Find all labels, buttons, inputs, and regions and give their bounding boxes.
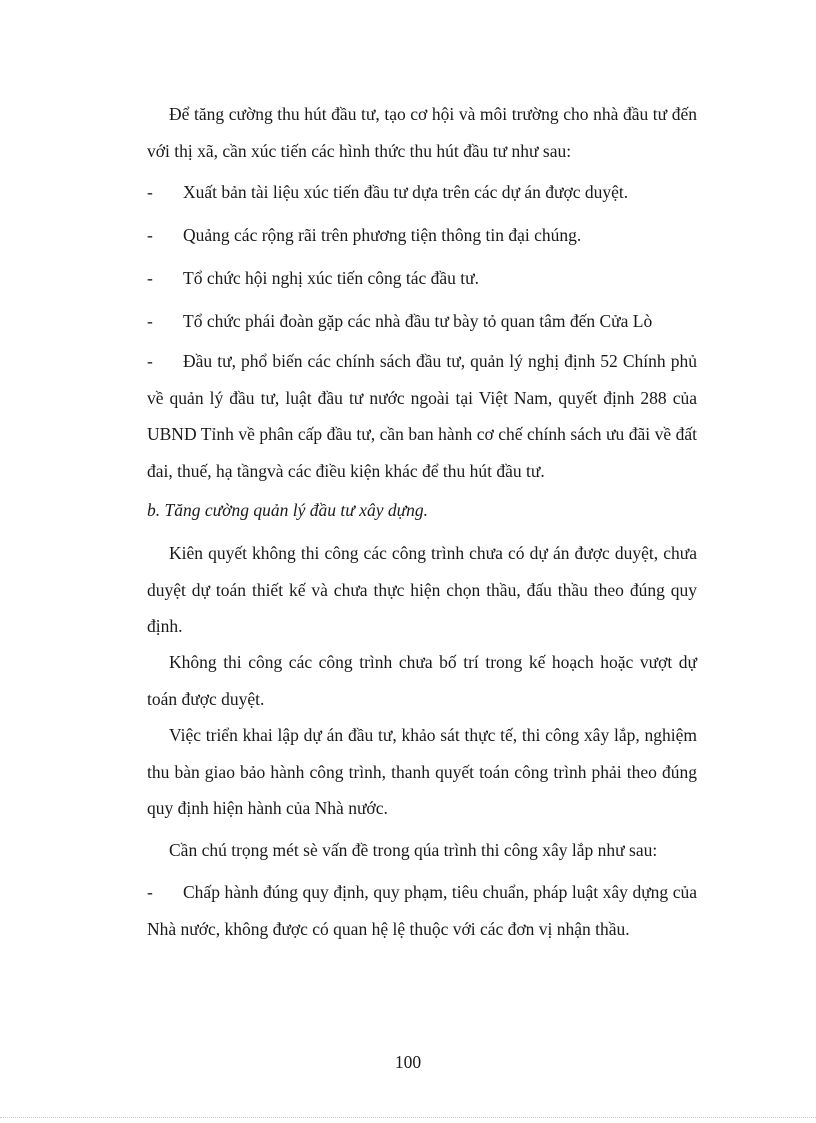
paragraph-attention: Cần chú trọng mét sè vấn đề trong qúa trình thi công xây lắp như sau:	[169, 840, 658, 860]
paragraph-no-construction: Kiên quyết không thi công các công trình chưa có dự án được duyệt, chưa duyệt dự toán thiết kế và chưa thực hiện chọn thầu, đấu thầu theo đúng quy định.	[147, 543, 697, 636]
list-item-compliance: - Chấp hành đúng quy định, quy phạm, tiêu chuẩn, pháp luật xây dựng của Nhà nước, không được có quan hệ lệ thuộc với các đơn vị nhận thầu.	[147, 874, 697, 947]
paragraph-intro: Để tăng cường thu hút đầu tư, tạo cơ hội và môi trường cho nhà đầu tư đến với thị xã, cần xúc tiến các hình thức thu hút đầu tư như sau:	[147, 104, 697, 161]
bullet-dash: -	[147, 268, 153, 288]
section-heading-b: b. Tăng cường quản lý đầu tư xây dựng.	[147, 500, 428, 520]
paragraph-no-unplanned: Không thi công các công trình chưa bố trí trong kế hoạch hoặc vượt dự toán được duyệt.	[147, 652, 697, 709]
list-item-policy: - Đầu tư, phổ biến các chính sách đầu tư, quản lý nghị định 52 Chính phủ về quản lý đầu tư, luật đầu tư nước ngoài tại Việt Nam, quyết định 288 của UBND Tỉnh về phân cấp đầu tư, cần ban hành cơ chế chính sách ưu đãi về đất đai, thuế, hạ tầngvà các điều kiện khác để thu hút đầu tư.	[147, 343, 697, 489]
page-border-dotted	[0, 1117, 816, 1118]
list-item-publish: - Xuất bản tài liệu xúc tiến đầu tư dựa trên các dự án được duyệt.	[147, 174, 697, 211]
paragraph-implementation: Việc triển khai lập dự án đầu tư, khảo sát thực tế, thi công xây lắp, nghiệm thu bàn giao bảo hành công trình, thanh quyết toán công trình phải theo đúng quy định hiện hành của Nhà nước.	[147, 725, 697, 818]
bullet-dash: -	[147, 311, 153, 331]
bullet-dash: -	[147, 225, 153, 245]
list-item-advertise: - Quảng các rộng rãi trên phương tiện thông tin đại chúng.	[147, 217, 697, 254]
bullet-dash: -	[147, 351, 153, 371]
bullet-dash: -	[147, 182, 153, 202]
list-item-conference: - Tổ chức hội nghị xúc tiến công tác đầu tư.	[147, 260, 697, 297]
page-number: 100	[394, 1052, 422, 1072]
bullet-dash: -	[147, 882, 153, 902]
list-item-delegation: - Tổ chức phái đoàn gặp các nhà đầu tư bày tỏ quan tâm đến Cửa Lò	[147, 303, 697, 340]
